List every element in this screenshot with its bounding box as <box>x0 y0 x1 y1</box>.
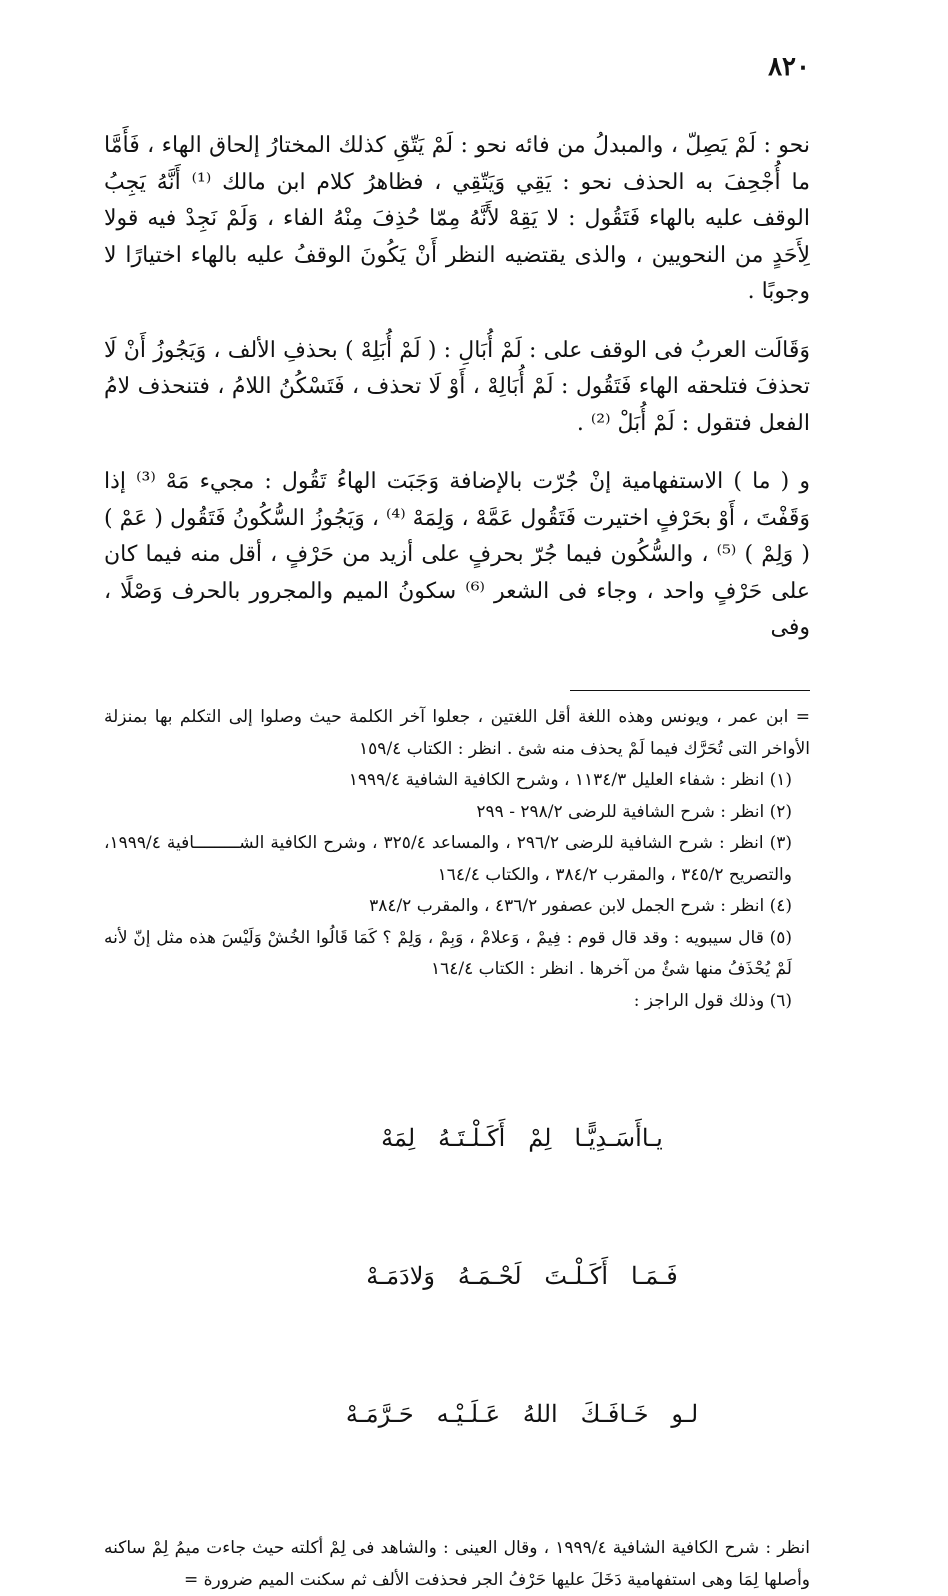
main-text <box>104 128 810 647</box>
footnote-4: (٤) انظر : شرح الجمل لابن عصفور ٤٣٦/٢ ، والمقرب ٣٨٤/٢ <box>369 896 792 916</box>
poem-line: لـو خَـافَـكَ اللهُ عَـلَـيْـه حَـرَّمَـهْ <box>345 1400 699 1428</box>
footnote-1: (١) انظر : شفاء العليل ١١٣٤/٣ ، وشرح الكافية الشافية ١٩٩٩/٤ <box>348 770 792 790</box>
paragraph-2: وَقَالَت العربُ فى الوقف على : لَمْ أُبَالِ : ( لَمْ أُبَلِهْ ) بحذفِ الألف ، وَيَجُوزُ أَنْ لَا تحذفَ فتلحقه الهاء فَتَقُول : لَمْ أُبَالِهْ ، أَوْ لَا تحذف ، فَتَسْكُنُ اللامُ ، فتنحذف لامُ الفعل فتقول : لَمْ أُبَلْ ⁽²⁾ . <box>104 337 810 436</box>
poem-line: فَـمَـا أَكَـلْـتَ لَحْـمَـهُ وَلادَمَـهْ <box>366 1262 678 1290</box>
footnote-6-source: انظر : شرح الكافية الشافية ١٩٩٩/٤ ، وقال العينى : والشاهد فى لِمْ أكلته حيث جاءت ميمُ لِمْ ساكنه وأصلها لِمَا وهى استفهامية دَخَلَ عليها حَرْفُ الجر فحذفت الألف ثم سكنت الميم ضرورة = <box>104 1538 810 1590</box>
footnote-separator <box>570 690 810 691</box>
page-number: ٨٢٠ <box>768 52 810 82</box>
paragraph-1: نحو : لَمْ يَصِلّ ، والمبدلُ من فائه نحو : لَمْ يَتّقِ كذلك المختارُ إلحاق الهاء ، فَأَمَّا ما أُجْحِفَ به الحذف نحو : يَقِي وَيَتّقِي ، فظاهرُ كلام ابن مالك ⁽¹⁾ أَنَّهُ يَجِبُ الوقف عليه بالهاء فَتَقُول : لا يَقِهْ لأَنَّهُ مِمّا حُذِفَ مِنْهُ الفاء ، وَلَمْ نَجِدْ فيه قولا لِأَحَدٍ من النحويين ، والذى يقتضيه النظر أَنْ يَكُونَ الوقفُ عليه بالهاء اختيارًا لا وجوبًا . <box>104 133 810 304</box>
poem-verses <box>104 1023 810 1529</box>
footnote-continuation: = ابن عمر ، ويونس وهذه اللغة أقل اللغتين ، جعلوا آخر الكلمة حيث وصلوا إلى التكلم بها بمنزلة الأواخر التى تُحَرَّك فيما لَمْ يحذف منه شئ . انظر : الكتاب ١٥٩/٤ <box>104 707 810 759</box>
footnote-6-intro: (٦) وذلك قول الراجز : <box>633 990 792 1011</box>
footnote-5: (٥) قال سيبويه : وقد قال قوم : فِيمْ ، وَعلامْ ، وَبِمْ ، وَلِمْ ؟ كَمَا قَالُوا الخُشْ وَلَيْسَ هذه مثل إنّ لأنه لَمْ يُحْذَفُ منها شئٌ من آخرها . انظر : الكتاب ١٦٤/٤ <box>104 927 792 979</box>
paragraph-3: و ( ما ) الاستفهامية إنْ جُرّت بالإضافة وَجَبَت الهاءُ تَقُول : مجيء مَهْ ⁽³⁾ إذا وَقَفْتَ ، أَوْ بحَرْفٍ اختيرت فَتَقُول عَمَّهْ ، وَلِمَهْ ⁽⁴⁾ ، وَيَجُوزُ السُّكُونُ فَتَقُول ( عَمْ ) ( وَلِمْ ) ⁽⁵⁾ ، والسُّكُون فيما جُرّ بحرفٍ على أزيد من حَرْفٍ ، أقل منه فيما كان على حَرْفٍ واحد ، وجاء فى الشعر ⁽⁶⁾ سكونُ الميم والمجرور بالحرف وَصْلًا ، وفى <box>104 469 811 640</box>
footnotes <box>104 702 810 1596</box>
footnote-2: (٢) انظر : شرح الشافية للرضى ٢٩٨/٢ - ٢٩٩ <box>476 801 792 822</box>
poem-line: يـاأَسَـدِيًّـا لِمْ أَكَـلْـتَـهُ لِمَهْ <box>381 1124 663 1152</box>
footnote-3: (٣) انظر : شرح الشافية للرضى ٢٩٦/٢ ، والمساعد ٣٢٥/٤ ، وشرح الكافية الشـــــــــافية ١٩٩٩/٤، والتصريح ٣٤٥/٢ ، والمقرب ٣٨٤/٢ ، والكتاب ١٦٤/٤ <box>104 833 792 885</box>
